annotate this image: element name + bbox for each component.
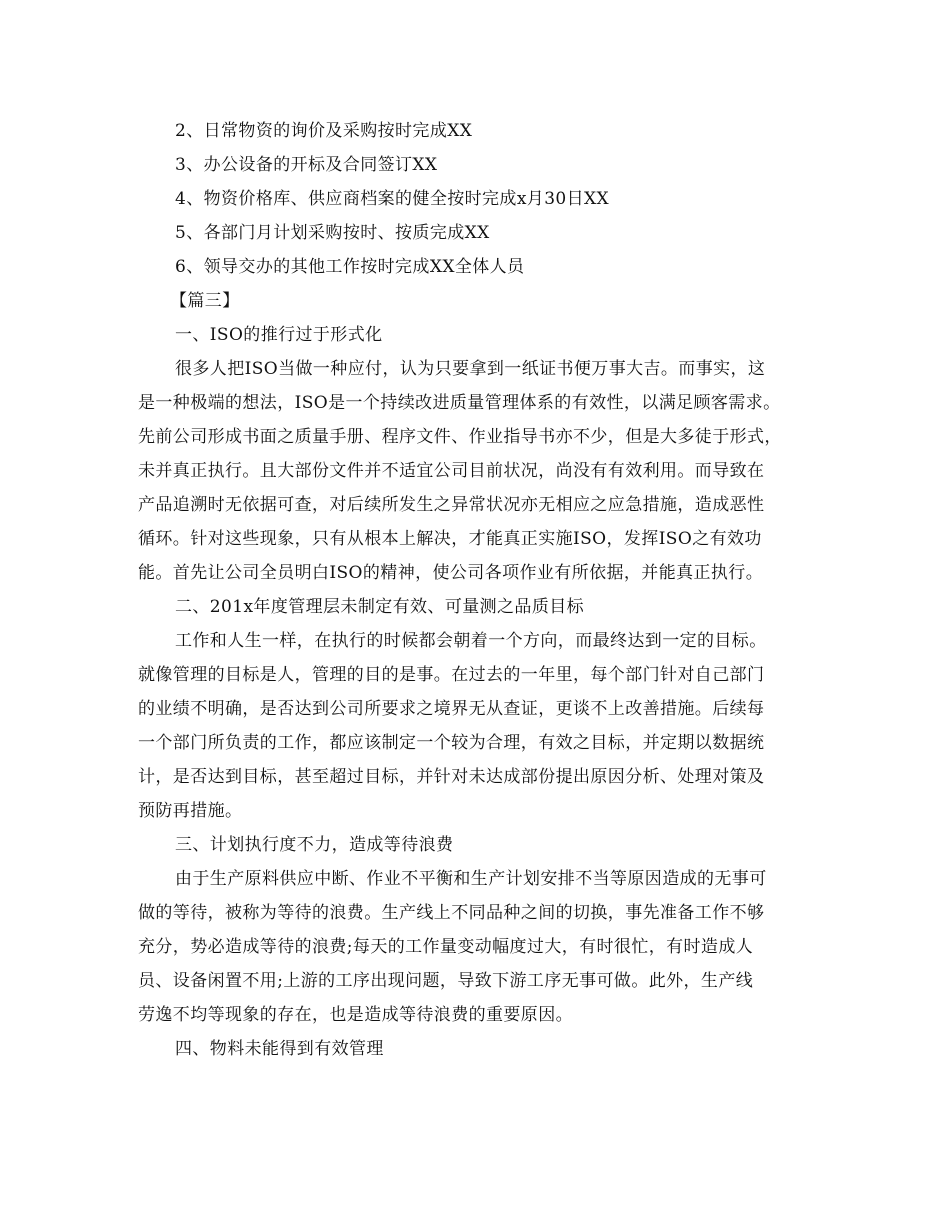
paragraph-line: 就像管理的目标是人，管理的目的是事。在过去的一年里，每个部门针对自己部门 [138, 665, 765, 685]
paragraph-line: 能。首先让公司全员明白ISO的精神，使公司各项作业有所依据，并能真正执行。 [138, 563, 764, 583]
paragraph-line: 员、设备闲置不用;上游的工序出现问题，导致下游工序无事可做。此外，生产线 [138, 971, 754, 991]
paragraph-line: 做的等待，被称为等待的浪费。生产线上不同品种之间的切换，事先准备工作不够 [138, 903, 765, 923]
paragraph-line: 很多人把ISO当做一种应付，认为只要拿到一纸证书便万事大吉。而事实，这 [175, 359, 766, 379]
list-item: 6、领导交办的其他工作按时完成XX全体人员 [175, 257, 525, 277]
part1-heading: 一、ISO的推行过于形式化 [175, 325, 383, 345]
paragraph-line: 产品追溯时无依据可查，对后续所发生之异常状况亦无相应之应急措施，造成恶性 [138, 495, 765, 515]
paragraph-line: 工作和人生一样，在执行的时候都会朝着一个方向，而最终达到一定的目标。 [175, 631, 767, 651]
document-body [138, 114, 828, 1066]
paragraph-line: 未并真正执行。且大部份文件并不适宜公司目前状况，尚没有有效利用。而导致在 [138, 461, 765, 481]
paragraph-line: 预防再措施。 [138, 801, 243, 821]
list-item: 4、物资价格库、供应商档案的健全按时完成x月30日XX [175, 189, 610, 209]
paragraph-line: 计，是否达到目标，甚至超过目标，并针对未达成部份提出原因分析、处理对策及 [138, 767, 765, 787]
part4-heading: 四、物料未能得到有效管理 [175, 1039, 384, 1059]
paragraph-line: 是一种极端的想法，ISO是一个持续改进质量管理体系的有效性，以满足顾客需求。 [138, 393, 781, 413]
part2-heading: 二、201x年度管理层未制定有效、可量测之品质目标 [175, 597, 585, 617]
list-item: 3、办公设备的开标及合同签订XX [175, 155, 438, 175]
part3-heading: 三、计划执行度不力，造成等待浪费 [175, 835, 454, 855]
paragraph-line: 先前公司形成书面之质量手册、程序文件、作业指导书亦不少，但是大多徒于形式， [138, 427, 782, 447]
paragraph-line: 劳逸不均等现象的存在，也是造成等待浪费的重要原因。 [138, 1005, 573, 1025]
paragraph-line: 的业绩不明确，是否达到公司所要求之境界无从查证，更谈不上改善措施。后续每 [138, 699, 765, 719]
paragraph-line: 由于生产原料供应中断、作业不平衡和生产计划安排不当等原因造成的无事可 [175, 869, 767, 889]
section-heading: 【篇三】 [170, 291, 240, 311]
list-item: 5、各部门月计划采购按时、按质完成XX [175, 223, 490, 243]
paragraph-line: 充分，势必造成等待的浪费;每天的工作量变动幅度过大，有时很忙，有时造成人 [138, 937, 754, 957]
paragraph-line: 一个部门所负责的工作，都应该制定一个较为合理，有效之目标，并定期以数据统 [138, 733, 765, 753]
list-item: 2、日常物资的询价及采购按时完成XX [175, 121, 473, 141]
paragraph-line: 循环。针对这些现象，只有从根本上解决，才能真正实施ISO，发挥ISO之有效功 [138, 529, 762, 549]
